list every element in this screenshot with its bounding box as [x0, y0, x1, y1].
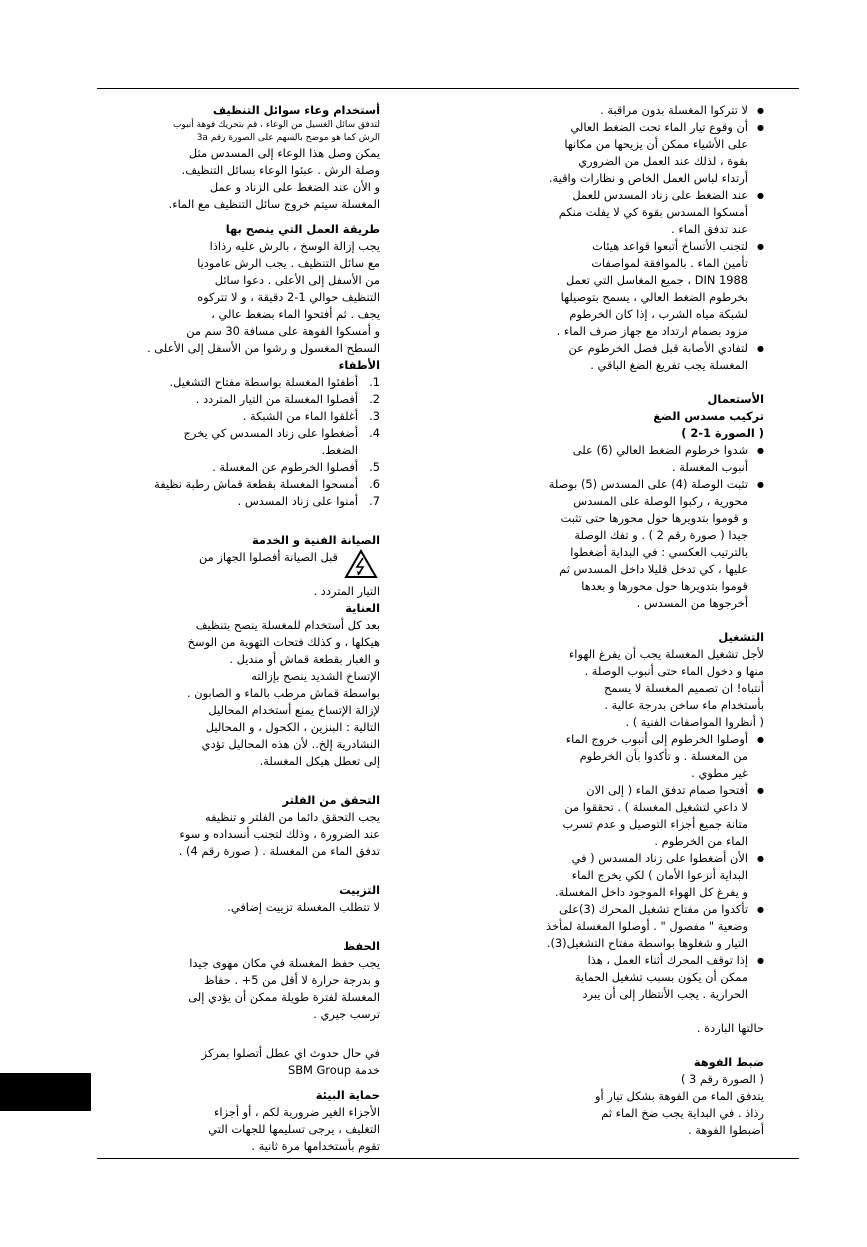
bullet-continuation: تأمين الماء . بالموافقة لمواصفات — [591, 256, 748, 270]
numbered-item — [160, 425, 380, 442]
item-text: أمسحوا المغسلة بقطعة قماش رطبة نظيفة — [154, 477, 358, 491]
item-text: أمنوا على زناد المسدس . — [237, 494, 358, 508]
mount-title: تركيب مسدس الضغ — [653, 409, 764, 423]
numbered-item — [160, 408, 380, 425]
item-number: 1. — [369, 375, 380, 389]
detergent-note-line: الرش كما هو موضح بالسهم على الصورة رقم 3a — [196, 133, 380, 143]
item-number: 2. — [369, 392, 380, 406]
storage-line: المغسلة لفترة طويلة ممكن أن يؤدي إلى — [188, 990, 380, 1004]
storage-title: الحفظ — [343, 939, 380, 953]
mount-figure-ref: ( الصورة 1-2 ) — [681, 426, 764, 440]
detergent-title: أستخدام وعاء سوائل التنظيف — [212, 103, 380, 117]
bullet-continuation: وضعية " مفصول " . أوصلوا المغسلة لمأخذ — [545, 919, 748, 933]
care-text — [160, 617, 380, 770]
detergent-line: يمكن وصل هذا الوعاء إلى المسدس مثل — [188, 146, 380, 160]
bullet-continuation: الحرارية . يجب الأنتظار إلى أن يبرد — [582, 987, 748, 1001]
item-number: 7. — [369, 494, 380, 508]
operation-tail: حالتها الباردة . — [696, 1021, 764, 1035]
page-tab-marker — [0, 1073, 91, 1111]
service-warning — [160, 549, 380, 600]
bullet-continuation: DIN 1988 ، جميع المغاسل التي تعمل — [566, 273, 748, 287]
nozzle-line: أضبطوا الفوهة . — [688, 1123, 764, 1137]
numbered-item — [160, 391, 380, 408]
filter-line: تدفق الماء من المغسلة . ( صورة رقم 4) . — [178, 844, 380, 858]
care-line: و الغبار بقطعة قماش أو منديل . — [229, 652, 380, 666]
environment-line: تقوم بأستخدامها مرة ثانية . — [251, 1139, 380, 1153]
bullet-continuation: ممكن أن يكون بسبب تشغيل الحماية — [574, 970, 748, 984]
item-text: أغلقوا الماء من الشبكة . — [242, 409, 358, 423]
storage-line: يجب حفظ المغسلة في مكان مهوى جيدا — [189, 956, 380, 970]
bullet-continuation: بخرطوم الضغط العالي ، يسمح بتوصيلها — [560, 290, 748, 304]
bullet-continuation: و يفرغ كل الهواء الموجود داخل المغسلة. — [555, 885, 748, 899]
care-line: بواسطة قماش مرطب بالماء و الصابون . — [186, 686, 380, 700]
environment-line: التغليف ، يرجى تسليمها للجهات التي — [208, 1122, 380, 1136]
bullet-continuation: أنبوب المغسلة . — [672, 460, 748, 474]
bullet-continuation: لشبكة مياه الشرب ، إذا كان الخرطوم — [569, 307, 748, 321]
bullet-continuation: التيار و شغلوها بواسطة مفتاح التشغيل(3). — [546, 936, 748, 950]
bullet-continuation: لا داعي لتشغيل المغسلة ) . تحققوا من — [564, 800, 748, 814]
item-text: أطفئوا المغسلة بواسطة مفتاح التشغيل. — [169, 375, 358, 389]
usage-title: الأستعمال — [707, 392, 764, 406]
bullet-continuation: المغسلة يجب تفريغ الضغ الباقي . — [590, 358, 748, 372]
left-column — [147, 102, 380, 1155]
nozzle-title: ضبط الفوهة — [693, 1055, 764, 1069]
bullet-continuation: قوموا بتدويرها حول محورها و بعدها — [581, 579, 748, 593]
oil-title: التزييت — [339, 883, 380, 897]
bullet-continuation: الماء من الخرطوم . — [654, 834, 748, 848]
right-column — [545, 102, 764, 1139]
bullet-continuation: و قوموا بتدويرها حول محورها حتى تثبت — [560, 511, 748, 525]
item-text: أضغطوا على زناد المسدس كي يخرج — [183, 426, 358, 440]
bullet-continuation: بالترتيب العكسي : في البداية أضغطوا — [570, 545, 748, 559]
item-number: 3. — [369, 409, 380, 423]
detergent-note-line: لتدفق سائل الغسيل من الوعاء ، قم بتحريك فوهة أنبوب — [172, 120, 380, 130]
care-line: لإزالة الإتساخ يمنع أستخدام المحاليل — [208, 703, 380, 717]
bottom-rule — [97, 1158, 799, 1159]
item-number: 4. — [369, 426, 380, 440]
operation-intro-line: أنتباه! ان تصميم المغسلة لا يسمح — [603, 681, 764, 695]
bullet-item: ● لتجنب الأتساخ أتبعوا قواعد هيئات — [548, 238, 764, 255]
service-line-2: التيار المتردد . — [313, 584, 380, 598]
electric-hazard-icon — [344, 549, 378, 579]
bullet-continuation: من المغسلة . و تأكدوا بأن الخرطوم — [579, 749, 748, 763]
bullet-continuation: جيدا ( صورة رقم 2 ) . و تفك الوصلة — [574, 528, 748, 542]
bullet-continuation: بقوة ، لذلك عند العمل من الضروري — [578, 154, 748, 168]
bullet-continuation: أمسكوا المسدس بقوة كي لا يفلت منكم — [558, 205, 748, 219]
filter-text — [160, 809, 380, 860]
care-line: هيكلها ، و كذلك فتحات التهوية من الوسخ — [187, 635, 380, 649]
bullet-continuation: أخرجوها من المسدس . — [636, 596, 748, 610]
bullet-item: ● عند الضغط على زناد المسدس للعمل — [548, 187, 764, 204]
operation-intro-line: منها و دخول الماء حتى أنبوب الوصلة . — [584, 664, 764, 678]
bullet-item: ● إذا توقف المحرك أثناء العمل ، هذا — [548, 952, 764, 969]
detergent-line: وصلة الرش . عبئوا الوعاء بسائل التنظيف. — [181, 163, 380, 177]
method-line: و أمسكوا الفوهة على مسافة 30 سم من — [186, 324, 380, 338]
bullet-item: ● تأكدوا من مفتاح تشغيل المحرك (3)على — [548, 901, 764, 918]
top-rule — [97, 88, 799, 89]
bullet-continuation: غير مطوي . — [691, 766, 748, 780]
detergent-line: المغسلة سيتم خروج سائل التنظيف مع الماء. — [168, 197, 380, 211]
bullet-item: ● أفتحوا صمام تدفق الماء ( إلى الان — [548, 782, 764, 799]
fault-text — [160, 1045, 380, 1079]
method-line: مع سائل التنظيف . يجب الرش عاموديا — [197, 256, 380, 270]
filter-title: التحقق من الفلتر — [282, 793, 380, 807]
method-text — [147, 238, 380, 357]
nozzle-line: يتدفق الماء من الفوهة بشكل تيار أو — [595, 1089, 764, 1103]
mount-list — [548, 442, 764, 612]
method-line: يجب إزالة الوسخ ، بالرش عليه رذاذا — [209, 239, 380, 253]
oil-line: لا تتطلب المغسلة تزييت إضافي. — [227, 900, 380, 914]
bullet-continuation: محورية ، ركبوا الوصلة على المسدس — [573, 494, 748, 508]
nozzle-line: رذاذ . في البداية يجب ضخ الماء ثم — [601, 1106, 764, 1120]
numbered-item — [160, 459, 380, 476]
method-line: من الأسفل إلى الأعلى . دعوا سائل — [214, 273, 380, 287]
bullet-continuation: على الأشياء ممكن أن يزيحها من مكانها — [564, 137, 748, 151]
detergent-text — [160, 145, 380, 213]
care-line: إلى تعطل هيكل المغسلة. — [259, 754, 380, 768]
storage-line: و بدرجة حرارة لا أقل من 5+ . حفاظ — [204, 973, 380, 987]
bullet-item: ● الأن أضغطوا على زناد المسدس ( في — [548, 850, 764, 867]
method-line: السطح المغسول و رشوا من الأسفل إلى الأعلى . — [147, 341, 380, 355]
bullet-item: ● شدوا خرطوم الضغط العالي (6) على — [548, 442, 764, 459]
intro-list — [548, 102, 764, 374]
environment-title: حماية البيئة — [315, 1088, 380, 1102]
method-line: يجف . ثم أفتحوا الماء بضغط عالي ، — [211, 307, 380, 321]
bullet-item: ● أن وقوع تيار الماء تحت الضغط العالي — [548, 119, 764, 136]
numbered-item — [154, 476, 380, 493]
care-title: العناية — [345, 601, 380, 615]
operation-title: التشغيل — [718, 630, 764, 644]
bullet-item: ● تثبت الوصلة (4) على المسدس (5) بوصلة — [548, 476, 764, 493]
service-line-1: قبل الصيانة أفصلوا الجهاز من — [199, 550, 338, 564]
bullet-continuation: عليها ، كي تدخل قليلا داخل المسدس ثم — [559, 562, 748, 576]
storage-line: ترسب جيري . — [313, 1007, 380, 1021]
care-line: النشادرية إلخ.. لأن هذه المحاليل تؤدي — [201, 737, 380, 751]
detergent-note — [160, 119, 380, 145]
filter-line: عند الضرورة ، وذلك لتجنب أنسداده و سوء — [179, 827, 380, 841]
shutdown-list — [154, 374, 380, 510]
nozzle-line: ( الصورة رقم 3 ) — [680, 1072, 764, 1086]
item-text: أفصلوا المغسلة من التيار المتردد . — [195, 392, 358, 406]
item-text: أفصلوا الخرطوم عن المغسلة . — [212, 460, 358, 474]
operation-intro-line: لأجل تشغيل المغسلة يجب أن يفرغ الهواء — [568, 647, 764, 661]
item-number: 5. — [369, 460, 380, 474]
care-line: بعد كل أستخدام للمغسلة ينصح بتنظيف — [195, 618, 380, 632]
operation-intro-line: ( أنظروا المواصفات الفنية ) . — [625, 715, 764, 729]
numbered-item — [160, 493, 380, 510]
operation-list — [545, 731, 764, 1003]
item-text: الضغط. — [321, 443, 358, 457]
environment-text — [160, 1104, 380, 1155]
storage-text — [160, 955, 380, 1023]
method-title: طريقة العمل التي ينصح بها — [225, 222, 380, 236]
numbered-continuation — [160, 442, 380, 459]
method-line: التنظيف حوالي 1-2 دقيقة ، و لا تتركوه — [197, 290, 380, 304]
item-number: 6. — [369, 477, 380, 491]
bullet-item: ● أوصلوا الخرطوم إلى أنبوب خروج الماء — [548, 731, 764, 748]
environment-line: الأجزاء الغير ضرورية لكم ، أو أجزاء — [213, 1105, 380, 1119]
care-line: التالية : البنزين ، الكحول ، و المحاليل — [205, 720, 380, 734]
nozzle-text — [548, 1071, 764, 1139]
bullet-continuation: عند تدفق الماء . — [671, 222, 748, 236]
shutdown-title: الأطفاء — [338, 358, 380, 372]
filter-line: يجب التحقق دائما من الفلتر و تنظيفه — [204, 810, 380, 824]
fault-line: خدمة SBM Group — [287, 1063, 380, 1077]
numbered-item — [160, 374, 380, 391]
bullet-continuation: البداية أنزعوا الأمان ) لكي يخرج الماء — [571, 868, 748, 882]
service-title: الصيانة الفنية و الخدمة — [251, 533, 380, 547]
bullet-continuation: أرتداء لباس العمل الخاص و نظارات واقية. — [548, 171, 748, 185]
bullet-continuation: متانة جميع أجزاء التوصيل و عدم تسرب — [562, 817, 748, 831]
detergent-line: و الأن عند الضغط على الزناد و عمل — [209, 180, 380, 194]
oil-text — [160, 899, 380, 916]
bullet-continuation: مزود بصمام ارتداد مع جهاز صرف الماء . — [556, 324, 748, 338]
operation-intro — [548, 646, 764, 731]
bullet-item: ● لا تتركوا المغسلة بدون مراقبة . — [548, 102, 764, 119]
care-line: الإتساخ الشديد ينصح بإزالته — [251, 669, 380, 683]
operation-intro-line: بأستخدام ماء ساخن بدرجة عالية . — [604, 698, 764, 712]
bullet-item: ● لتفادي الأصابة قبل فصل الخرطوم عن — [548, 340, 764, 357]
fault-line: في حال حدوث اي عطل أتصلوا بمركز — [201, 1046, 380, 1060]
